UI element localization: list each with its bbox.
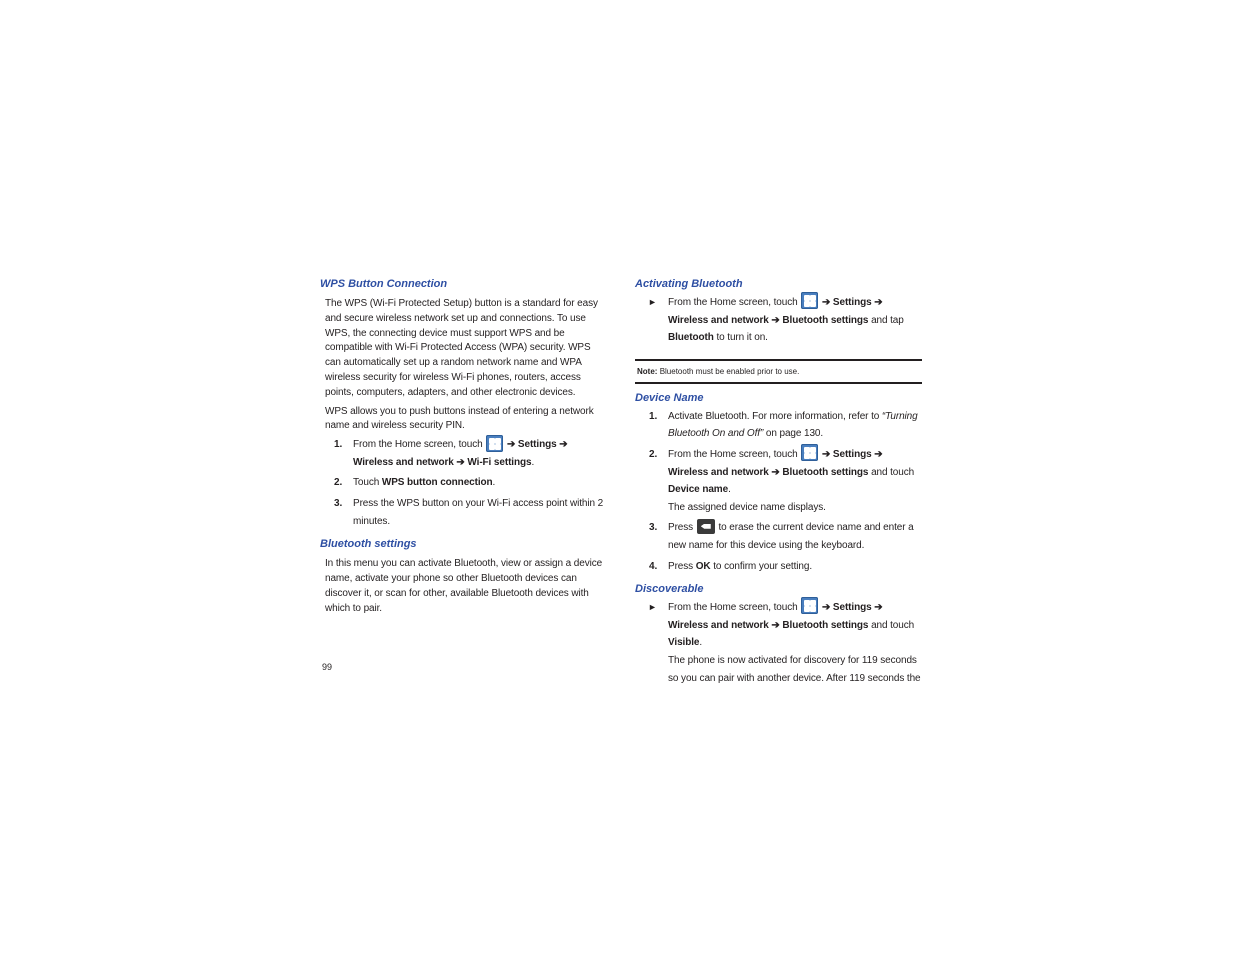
bullet-text: From the Home screen, touch xyxy=(668,297,798,308)
arrow-icon: ➔ xyxy=(874,448,883,460)
wps-paragraph-2: WPS allows you to push buttons instead of entering a network name and wireless security PIN. xyxy=(325,405,594,432)
step-text: From the Home screen, touch xyxy=(353,439,483,451)
step-text: Press xyxy=(668,522,694,534)
bullet-text: and touch xyxy=(871,619,915,631)
bullet-extra-text: The phone is now activated for discovery for 119 seconds so you can pair with another device. After 119 seconds the xyxy=(668,654,921,684)
bullet-arrow-icon: ► xyxy=(648,297,657,307)
visible-label: Visible xyxy=(668,637,700,649)
left-column xyxy=(320,276,608,616)
page-number: 99 xyxy=(322,662,333,672)
arrow-icon: ➔ xyxy=(874,602,883,614)
step-number: 2. xyxy=(334,477,343,489)
page-reference: “Turning Bluetooth On and Off” xyxy=(668,410,918,440)
device-step-2 xyxy=(635,446,922,516)
apps-grid-icon xyxy=(486,435,503,452)
punctuation: . xyxy=(728,484,731,496)
step-text: to confirm your setting. xyxy=(713,560,813,572)
step-number: 2. xyxy=(649,448,658,460)
arrow-icon: ➔ xyxy=(771,314,780,326)
wps-step-1 xyxy=(320,436,608,471)
step-text: From the Home screen, touch xyxy=(668,448,798,460)
step-number: 1. xyxy=(649,410,658,422)
arrow-icon: ➔ xyxy=(559,439,568,451)
device-step-1 xyxy=(635,408,922,443)
device-step-3 xyxy=(635,519,922,554)
bullet-arrow-icon: ► xyxy=(648,602,657,613)
activating-bullet xyxy=(635,294,922,347)
wireless-label: Wireless and network xyxy=(668,619,769,631)
arrow-icon: ➔ xyxy=(771,619,780,631)
wireless-label: Wireless and network xyxy=(668,314,769,326)
arrow-icon: ➔ xyxy=(771,466,780,478)
bluetooth-settings-label: Bluetooth settings xyxy=(782,466,869,478)
device-name-heading: Device Name xyxy=(635,391,704,404)
apps-grid-icon xyxy=(801,597,818,614)
device-step-4 xyxy=(635,558,922,576)
arrow-icon: ➔ xyxy=(821,602,831,614)
wps-heading: WPS Button Connection xyxy=(320,278,448,290)
step-text: on page 130. xyxy=(765,428,824,440)
note-box xyxy=(635,359,922,384)
bullet-text: to turn it on. xyxy=(716,332,768,344)
step-number: 4. xyxy=(649,560,658,572)
activating-bluetooth-heading: Activating Bluetooth xyxy=(635,278,743,290)
arrow-icon: ➔ xyxy=(821,297,831,308)
note-label: Note: xyxy=(637,366,658,376)
step-text: Touch xyxy=(353,477,380,489)
bullet-text: and tap xyxy=(871,314,904,326)
step-text: Press xyxy=(668,560,694,572)
apps-grid-icon xyxy=(801,444,818,461)
wps-paragraph-1: The WPS (Wi-Fi Protected Setup) button is a standard for easy and secure wireless network set up and connections. To use WPS, the connecting device must support WPS and be compatible with Wi-Fi Protected Access (WPA) security. WPS can automatically set up a random network name and WPA wireless security for wireless Wi-Fi phones, routers, access points, computers, adapters, and other electronic devices. xyxy=(325,298,598,398)
note-text: Bluetooth must be enabled prior to use. xyxy=(659,366,800,376)
bullet-text: From the Home screen, touch xyxy=(668,602,798,614)
arrow-icon: ➔ xyxy=(874,297,883,308)
bluetooth-settings-heading: Bluetooth settings xyxy=(320,538,417,551)
wps-button-connection-label: WPS button connection xyxy=(381,477,493,489)
bluetooth-settings-label: Bluetooth settings xyxy=(782,314,869,326)
discoverable-heading: Discoverable xyxy=(635,583,704,596)
arrow-icon: ➔ xyxy=(821,448,831,460)
step-text: to erase the current device name and enter a new name for this device using the keyboard. xyxy=(668,522,914,551)
settings-label: Settings xyxy=(517,439,557,451)
step-text: Activate Bluetooth. For more information, refer to xyxy=(668,410,880,422)
arrow-icon: ➔ xyxy=(456,456,465,468)
wireless-label: Wireless and network xyxy=(353,456,454,468)
step-text: and touch xyxy=(871,466,915,478)
step-text: Press the WPS button on your Wi-Fi access point within 2 minutes. xyxy=(353,497,604,527)
punctuation: . xyxy=(531,456,535,468)
step-extra-text: The assigned device name displays. xyxy=(668,501,826,513)
wps-step-2 xyxy=(320,474,608,492)
step-number: 3. xyxy=(334,497,343,509)
arrow-icon: ➔ xyxy=(506,439,516,451)
settings-label: Settings xyxy=(832,448,872,460)
wireless-label: Wireless and network xyxy=(668,466,769,478)
settings-label: Settings xyxy=(832,602,872,614)
bluetooth-settings-label: Bluetooth settings xyxy=(782,619,869,631)
punctuation: . xyxy=(699,637,703,649)
wifi-settings-label: Wi-Fi settings xyxy=(467,456,532,468)
bluetooth-label: Bluetooth xyxy=(668,332,714,344)
step-number: 1. xyxy=(334,439,343,451)
delete-key-icon xyxy=(697,519,715,534)
apps-grid-icon xyxy=(801,292,818,309)
ok-label: OK xyxy=(695,560,711,572)
bluetooth-settings-paragraph: In this menu you can activate Bluetooth, view or assign a device name, activate your phone so other Bluetooth devices can discover it, or scan for other, available Bluetooth devices with which to pair. xyxy=(325,558,603,614)
punctuation: . xyxy=(492,477,496,489)
right-column xyxy=(635,276,922,687)
device-name-label: Device name xyxy=(668,484,729,496)
wps-step-3 xyxy=(320,495,608,530)
step-number: 3. xyxy=(649,522,658,534)
settings-label: Settings xyxy=(832,297,872,308)
discoverable-bullet xyxy=(635,599,922,687)
